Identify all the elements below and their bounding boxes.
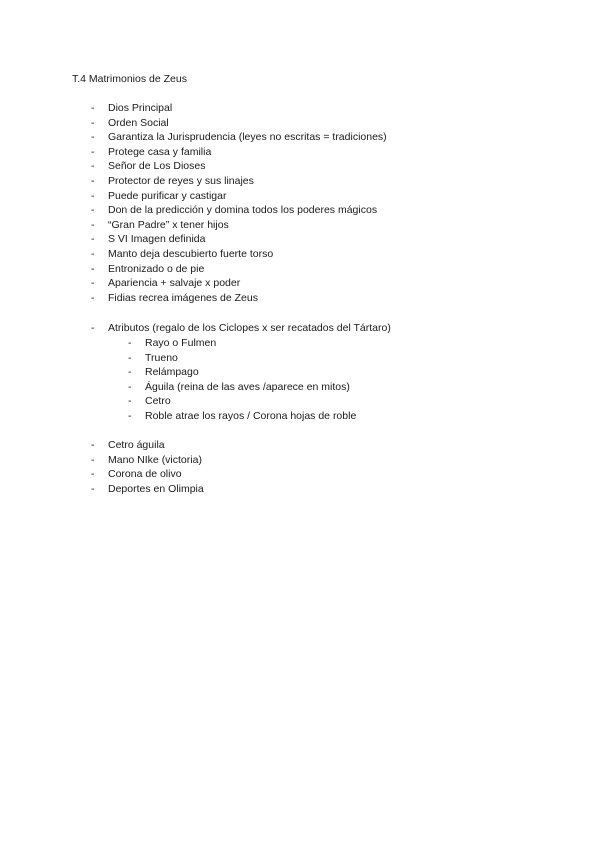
list-item xyxy=(0,101,600,116)
list-item-attributes xyxy=(0,321,600,336)
list-item-text: Deportes en Olimpia xyxy=(108,482,204,495)
list-item-text: Protector de reyes y sus linajes xyxy=(108,174,254,187)
list-item xyxy=(0,467,600,482)
list-item xyxy=(0,159,600,174)
list-item-text: Cetro águila xyxy=(108,439,165,451)
attributes-heading-list xyxy=(0,321,600,336)
attributes-sub-list xyxy=(0,336,600,424)
bullet-dash: - xyxy=(91,189,95,202)
list-item-text: Don de la predicción y domina todos los poderes mágicos xyxy=(108,204,378,217)
sub-list-item xyxy=(0,351,600,366)
list-item xyxy=(0,116,600,131)
sub-list-item-text: Cetro xyxy=(145,395,171,408)
list-item-text: Apariencia + salvaje x poder xyxy=(108,277,241,290)
list-item-text: Manto deja descubierto fuerte torso xyxy=(108,247,274,260)
bullet-dash: - xyxy=(91,277,95,290)
list-item-text: Corona de olivo xyxy=(108,468,182,481)
bullet-dash: - xyxy=(91,145,95,158)
list-item xyxy=(0,482,600,497)
list-item-text: Dios Principal xyxy=(108,102,173,114)
bullet-dash: - xyxy=(91,204,95,217)
bullet-dash: - xyxy=(91,233,95,246)
sub-list-item xyxy=(0,394,600,409)
bullet-dash: - xyxy=(91,468,95,481)
list-item xyxy=(0,232,600,247)
bullet-dash: - xyxy=(91,247,95,260)
list-item-text: Orden Social xyxy=(108,116,169,129)
bullet-dash: - xyxy=(128,337,132,349)
bullet-dash: - xyxy=(91,291,95,304)
attributes-heading: Atributos (regalo de los Ciclopes x ser recatados del Tártaro) xyxy=(108,322,391,334)
bullet-dash: - xyxy=(128,351,132,364)
list-item-text: “Gran Padre” x tener hijos xyxy=(108,218,229,231)
bullet-dash: - xyxy=(91,102,95,114)
bullet-dash: - xyxy=(91,322,95,334)
sub-list-item xyxy=(0,409,600,424)
bullet-dash: - xyxy=(128,380,132,393)
sub-list-item-text: Águila (reina de las aves /aparece en mitos) xyxy=(145,380,350,393)
list-item xyxy=(0,130,600,145)
bullet-dash: - xyxy=(128,409,132,422)
sub-list-item-text: Roble atrae los rayos / Corona hojas de roble xyxy=(145,409,357,422)
closing-list xyxy=(0,438,600,496)
sub-list-item-text: Relámpago xyxy=(145,366,199,379)
list-item xyxy=(0,203,600,218)
list-item xyxy=(0,291,600,306)
list-item xyxy=(0,145,600,160)
document-title: T.4 Matrimonios de Zeus xyxy=(72,73,187,85)
list-item xyxy=(0,453,600,468)
list-item xyxy=(0,189,600,204)
list-item-text: Señor de Los Dioses xyxy=(108,160,206,173)
list-item xyxy=(0,218,600,233)
bullet-dash: - xyxy=(128,395,132,408)
list-item-text: Garantiza la Jurisprudencia (leyes no escritas = tradiciones) xyxy=(108,131,387,144)
bullet-dash: - xyxy=(91,453,95,466)
list-item xyxy=(0,262,600,277)
list-item-text: S VI Imagen definida xyxy=(108,233,206,246)
list-item-text: Mano NIke (victoria) xyxy=(108,453,202,466)
bullet-dash: - xyxy=(91,439,95,451)
list-item-text: Entronizado o de pie xyxy=(108,262,205,275)
sub-list-item xyxy=(0,336,600,351)
bullet-dash: - xyxy=(91,160,95,173)
bullet-dash: - xyxy=(91,116,95,129)
sub-list-item xyxy=(0,380,600,395)
list-item xyxy=(0,247,600,262)
bullet-dash: - xyxy=(91,131,95,144)
list-item xyxy=(0,174,600,189)
zeus-features-list xyxy=(0,101,600,305)
sub-list-item-text: Trueno xyxy=(145,351,178,364)
bullet-dash: - xyxy=(128,366,132,379)
bullet-dash: - xyxy=(91,262,95,275)
list-item-text: Puede purificar y castigar xyxy=(108,189,227,202)
bullet-dash: - xyxy=(91,174,95,187)
sub-list-item xyxy=(0,365,600,380)
list-item-text: Protege casa y familia xyxy=(108,145,212,158)
list-item xyxy=(0,438,600,453)
bullet-dash: - xyxy=(91,218,95,231)
bullet-dash: - xyxy=(91,482,95,495)
list-item-text: Fidias recrea imágenes de Zeus xyxy=(108,291,258,304)
sub-list-item-text: Rayo o Fulmen xyxy=(145,337,217,349)
list-item xyxy=(0,276,600,291)
